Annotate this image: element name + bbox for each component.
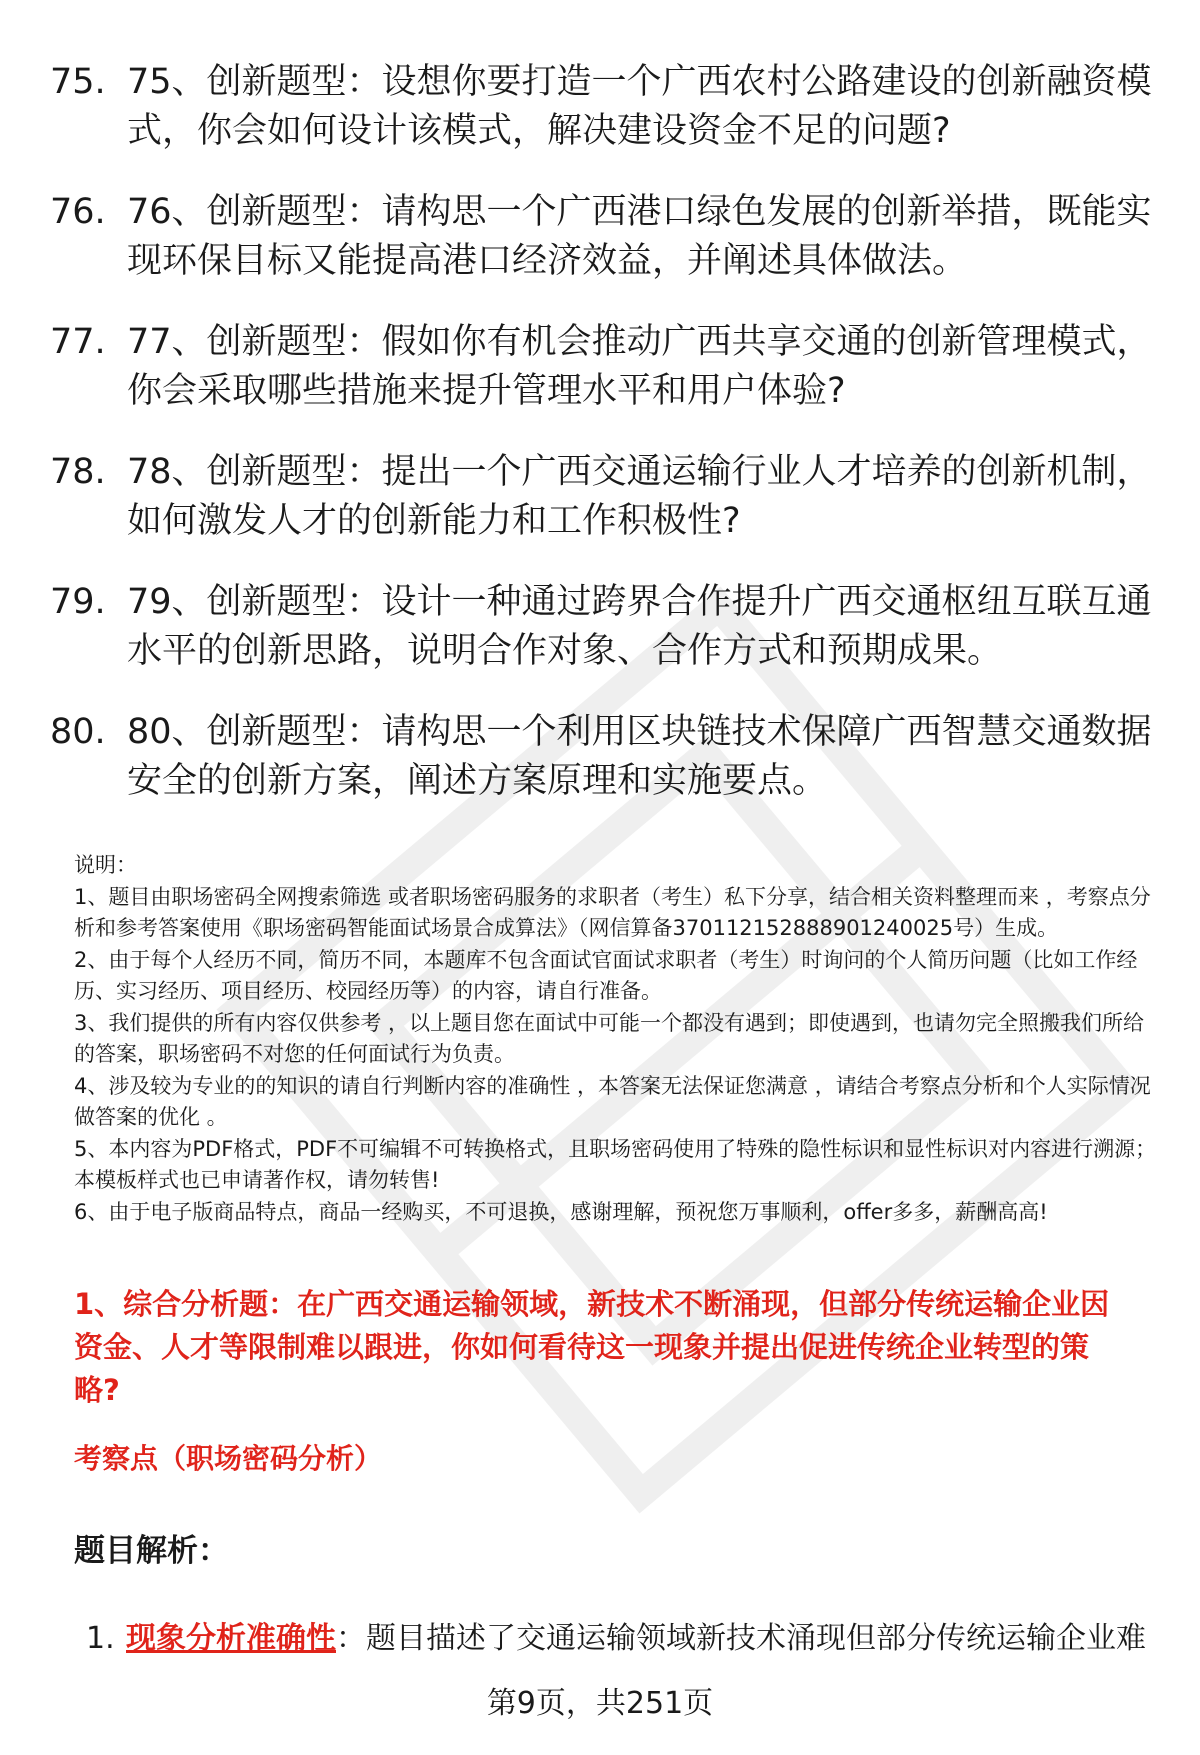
question-text: 77、创新题型：假如你有机会推动广西共享交通的创新管理模式，你会采取哪些措施来提升管理水平和用户体验? [127, 322, 1152, 411]
question-item [50, 708, 1160, 806]
analysis-keyword: 现象分析准确性 [126, 1621, 336, 1656]
question-item [50, 448, 1160, 546]
question-text: 80、创新题型：请构思一个利用区块链技术保障广西智慧交通数据安全的创新方案，阐述方案原理和实施要点。 [127, 712, 1152, 801]
notes-section [74, 850, 1164, 1228]
question-number: 78. [50, 452, 106, 492]
note-item: 3、我们提供的所有内容仅供参考 ，以上题目您在面试中可能一个都没有遇到；即使遇到，也请勿完全照搬我们所给的答案，职场密码不对您的任何面试行为负责。 [74, 1010, 1145, 1066]
question-number: 75. [50, 62, 106, 102]
question-number: 76. [50, 192, 106, 232]
analysis-item-content [126, 1618, 1146, 1660]
question-item [50, 188, 1160, 286]
analysis-item-number: 1. [86, 1621, 115, 1656]
question-number: 77. [50, 322, 106, 362]
analysis-heading: 题目解析： [74, 1533, 229, 1569]
question-item [50, 578, 1160, 676]
question-list [50, 58, 1160, 838]
question-number: 79. [50, 582, 106, 622]
question-item [50, 58, 1160, 156]
note-item: 5、本内容为PDF格式，PDF不可编辑不可转换格式，且职场密码使用了特殊的隐性标识和显性标识对内容进行溯源；本模板样式也已申请著作权，请勿转售! [74, 1136, 1157, 1192]
question-text: 76、创新题型：请构思一个广西港口绿色发展的创新举措，既能实现环保目标又能提高港口经济效益，并阐述具体做法。 [127, 192, 1152, 281]
main-question: 1、综合分析题：在广西交通运输领域，新技术不断涌现，但部分传统运输企业因资金、人才等限制难以跟进，你如何看待这一现象并提出促进传统企业转型的策略? [74, 1287, 1110, 1407]
note-item: 6、由于电子版商品特点，商品一经购买，不可退换，感谢理解，预祝您万事顺利，offer多多，薪酬高高! [74, 1199, 1048, 1224]
note-item: 1、题目由职场密码全网搜索筛选 或者职场密码服务的求职者（考生）私下分享，结合相关资料整理而来 ，考察点分析和参考答案使用《职场密码智能面试场景合成算法》（网信算备370112152888901240025号）生成。 [74, 884, 1151, 940]
question-number: 80. [50, 712, 106, 752]
note-item: 2、由于每个人经历不同，简历不同，本题库不包含面试官面试求职者（考生）时询问的个人简历问题（比如工作经历、实习经历、项目经历、校园经历等）的内容，请自行准备。 [74, 947, 1138, 1003]
question-item [50, 318, 1160, 416]
note-item: 4、涉及较为专业的的知识的请自行判断内容的准确性 ，本答案无法保证您满意 ，请结合考察点分析和个人实际情况做答案的优化 。 [74, 1073, 1151, 1129]
analysis-item-text: ：题目描述了交通运输领域新技术涌现但部分传统运输企业难 [336, 1621, 1146, 1656]
question-text: 75、创新题型：设想你要打造一个广西农村公路建设的创新融资模式，你会如何设计该模式，解决建设资金不足的问题? [127, 62, 1152, 151]
analysis-item [86, 1618, 1176, 1660]
kaochadian-heading: 考察点（职场密码分析） [74, 1442, 383, 1475]
question-text: 79、创新题型：设计一种通过跨界合作提升广西交通枢纽互联互通水平的创新思路，说明合作对象、合作方式和预期成果。 [127, 582, 1152, 671]
question-text: 78、创新题型：提出一个广西交通运输行业人才培养的创新机制，如何激发人才的创新能力和工作积极性? [127, 452, 1152, 541]
page-footer: 第9页，共251页 [486, 1686, 714, 1721]
notes-title: 说明： [74, 853, 137, 877]
